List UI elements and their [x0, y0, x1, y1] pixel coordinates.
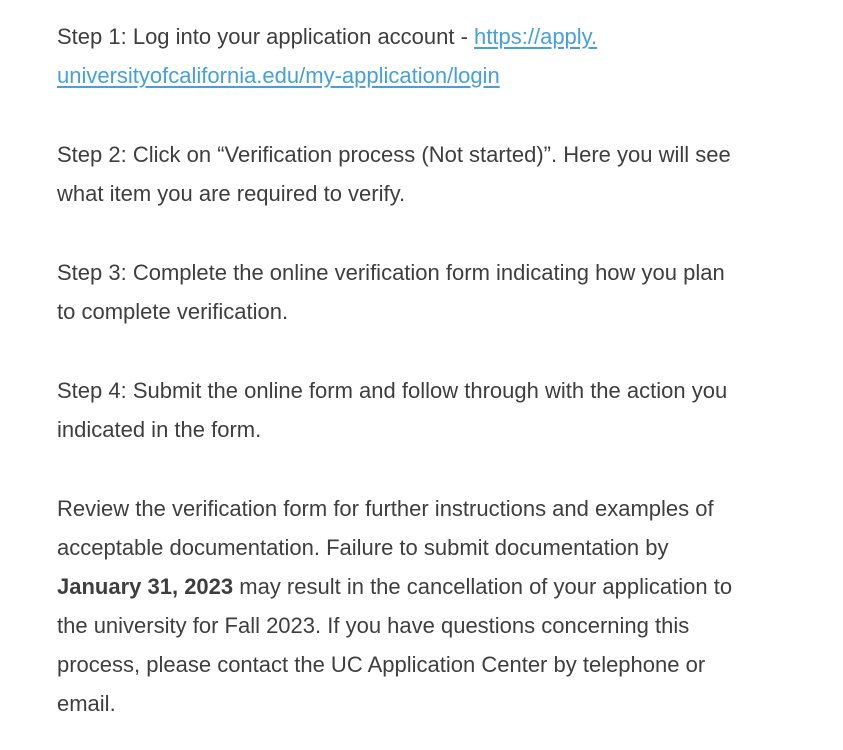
text-line — [57, 17, 793, 56]
review-paragraph — [57, 489, 793, 723]
application-login-link-continued[interactable]: universityofcalifornia.edu/my-application/login — [57, 63, 500, 88]
step-2-paragraph — [57, 135, 793, 213]
deadline-line-rest: may result in the cancellation of your application to — [233, 574, 733, 599]
text-line — [57, 56, 793, 95]
text-line: Review the verification form for further instructions and examples of — [57, 496, 714, 521]
step-1-text: Step 1: Log into your application account - — [57, 24, 475, 49]
deadline-date: January 31, 2023 — [57, 574, 234, 599]
text-line — [57, 567, 793, 606]
step-1-paragraph — [57, 17, 793, 95]
text-line: the university for Fall 2023. If you have questions concerning this — [57, 613, 690, 638]
text-line: Step 3: Complete the online verification form indicating how you plan — [57, 260, 725, 285]
step-4-paragraph — [57, 371, 793, 449]
text-line: process, please contact the UC Application Center by telephone or — [57, 652, 706, 677]
text-line: Step 4: Submit the online form and follow through with the action you — [57, 378, 728, 403]
text-line: acceptable documentation. Failure to submit documentation by — [57, 535, 669, 560]
text-line: Step 2: Click on “Verification process (Not started)”. Here you will see — [57, 142, 731, 167]
text-line: what item you are required to verify. — [57, 181, 406, 206]
text-line: indicated in the form. — [57, 417, 262, 442]
text-line: email. — [57, 691, 116, 716]
application-login-link[interactable]: https://apply. — [474, 24, 598, 49]
step-3-paragraph — [57, 253, 793, 331]
text-line: to complete verification. — [57, 299, 289, 324]
